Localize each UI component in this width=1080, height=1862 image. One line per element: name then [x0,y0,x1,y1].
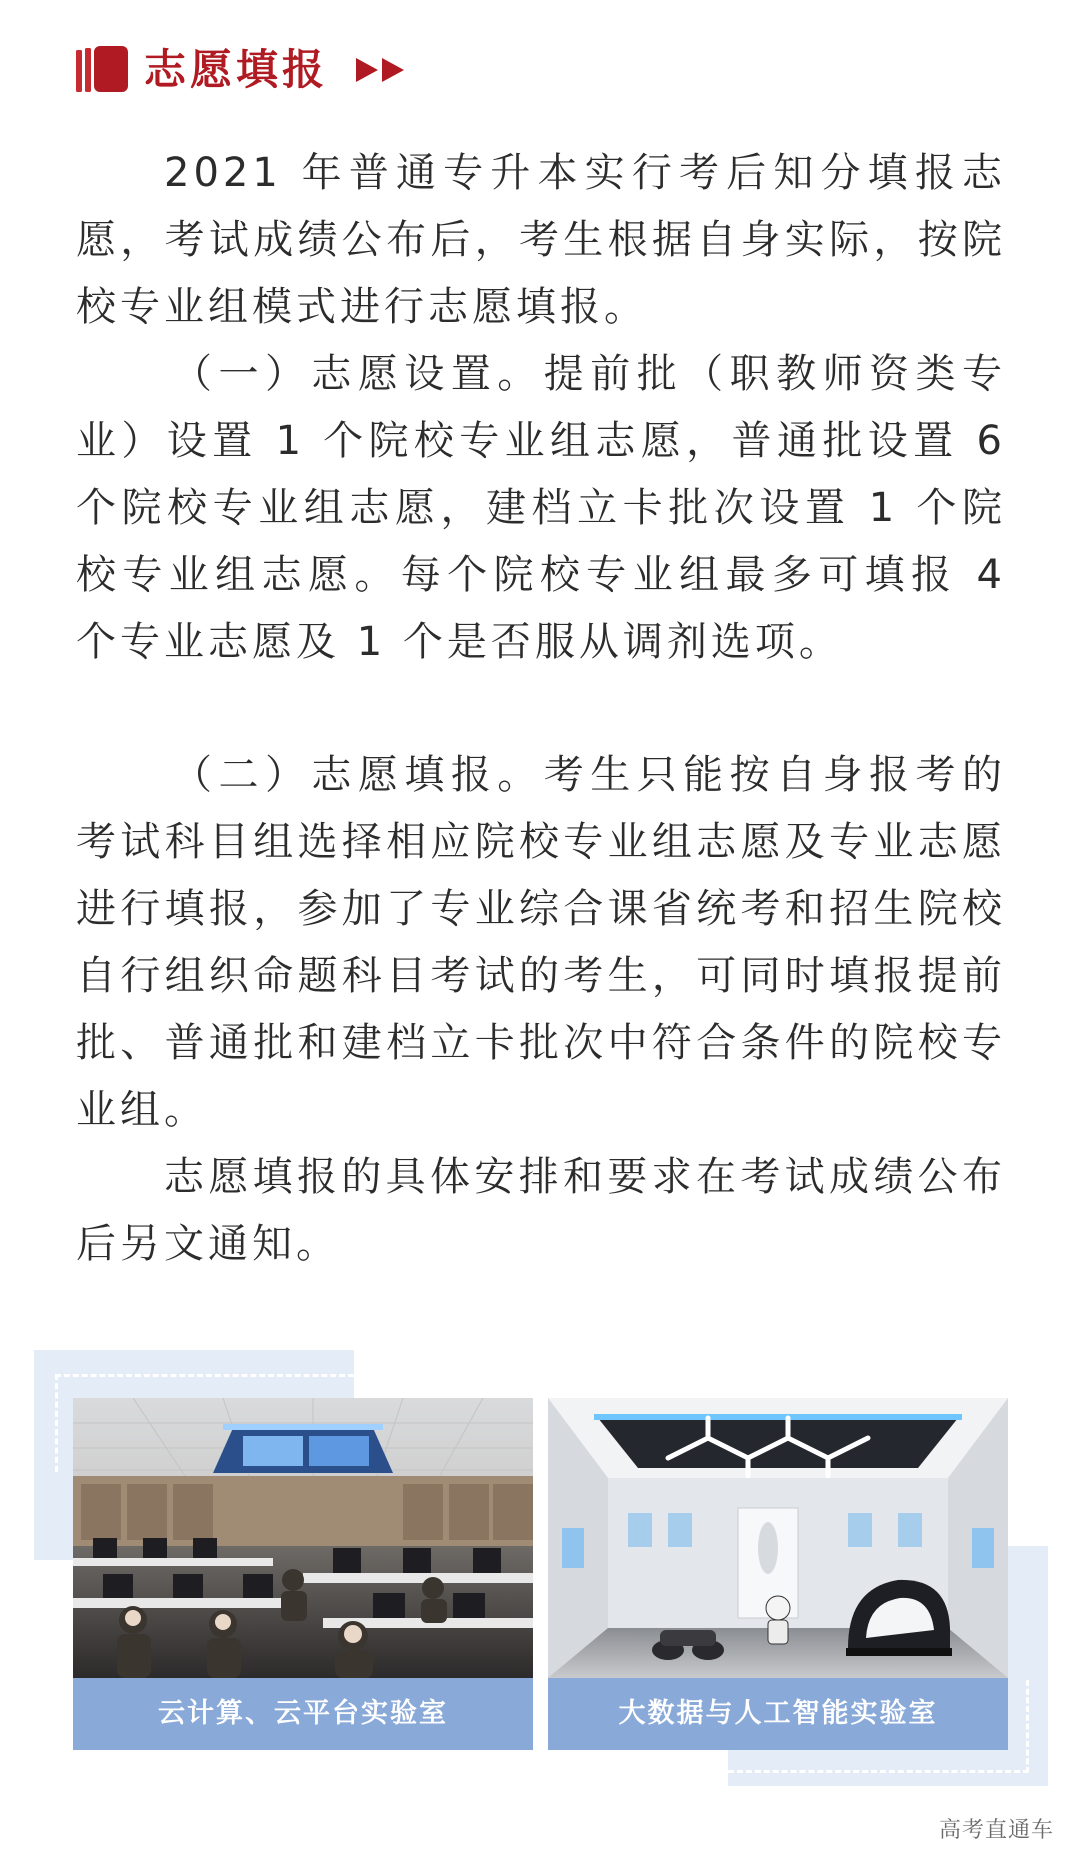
computer-lab-photo [73,1398,533,1678]
watermark: 高考直通车 [938,1818,1054,1843]
paragraph-settings: （一）志愿设置。提前批（职教师资类专业）设置 1 个院校专业组志愿，普通批设置 6 个院校专业组志愿，建档立卡批次设置 1 个院校专业组志愿。每个院校专业组最多可填报 4 个专业志愿及 1 个是否服从调剂选项。 [76,351,1006,665]
section-title: 志愿填报 [144,45,329,94]
article-body [76,140,1006,1278]
photo-caption: 大数据与人工智能实验室 [548,1678,1008,1750]
paragraph-gap [76,676,1006,742]
photo-caption: 云计算、云平台实验室 [73,1678,533,1750]
section-header [76,44,676,96]
book-stack-icon [76,46,128,92]
photo-card-cloud-lab [73,1398,533,1750]
photo-card-ai-lab [548,1398,1008,1750]
double-arrow-icon [354,56,414,84]
paragraph-filling: （二）志愿填报。考生只能按自身报考的考试科目组选择相应院校专业组志愿及专业志愿进行填报，参加了专业综合课省统考和招生院校自行组织命题科目考试的考生，可同时填报提前批、普通批和建档立卡批次中符合条件的院校专业组。 [76,752,1006,1133]
paragraph-intro: 2021 年普通专升本实行考后知分填报志愿，考试成绩公布后，考生根据自身实际，按院校专业组模式进行志愿填报。 [76,150,1006,330]
ai-lab-photo [548,1398,1008,1678]
paragraph-notice: 志愿填报的具体安排和要求在考试成绩公布后另文通知。 [76,1154,1006,1267]
